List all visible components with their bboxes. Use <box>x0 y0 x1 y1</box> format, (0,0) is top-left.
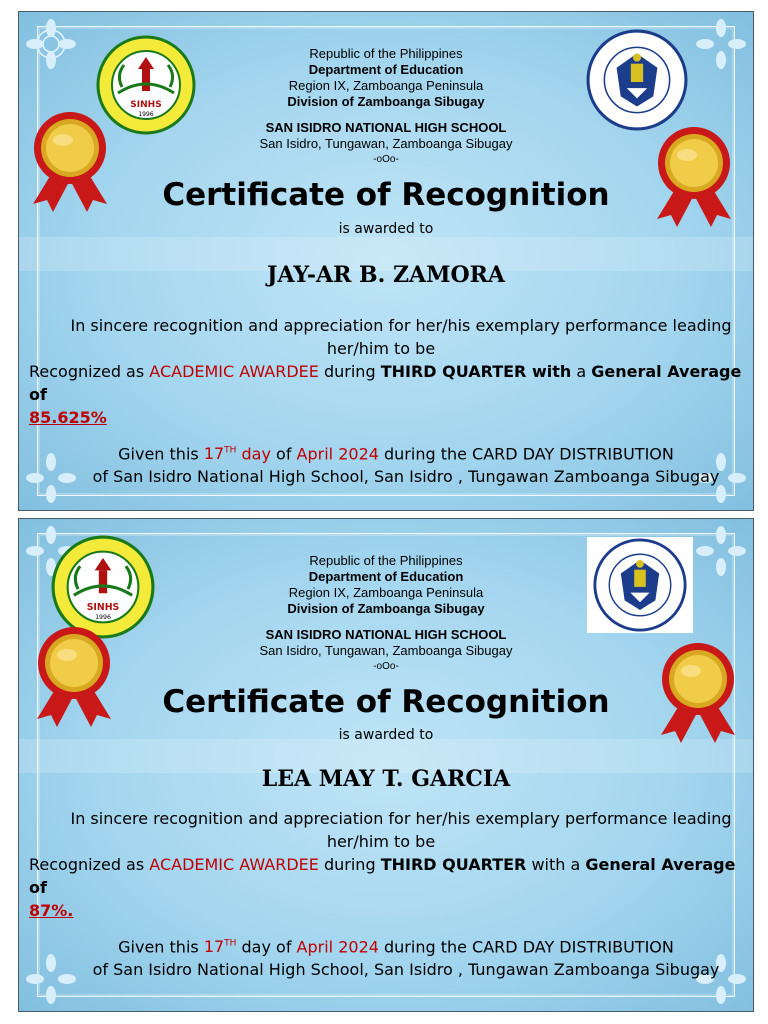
a-text: with a <box>526 855 586 874</box>
awarded-to-text: is awarded to <box>338 727 434 743</box>
general-average-label: General Average of <box>29 855 736 897</box>
svg-text:SINHS: SINHS <box>86 601 120 613</box>
separator: -oOo- <box>373 154 399 165</box>
recipient-name: LEA MAY T. GARCIA <box>261 766 511 792</box>
given-line-2: of San Isidro National High School, San Isidro , Tungawan Zamboanga Sibugay <box>92 960 720 980</box>
letterhead <box>19 46 753 168</box>
event-name: during the CARD DAY DISTRIBUTION <box>378 444 674 464</box>
department-line: Department of Education <box>308 569 464 584</box>
svg-text:1996: 1996 <box>95 614 111 622</box>
given-line-1 <box>19 440 754 465</box>
of-text: of <box>270 937 297 957</box>
given-this-text: Given this <box>118 937 204 957</box>
day-word: day <box>236 444 271 464</box>
separator: -oOo- <box>373 661 399 672</box>
certificate-1 <box>18 11 754 511</box>
award-name: ACADEMIC AWARDEE <box>149 362 319 381</box>
school-name: SAN ISIDRO NATIONAL HIGH SCHOOL <box>265 627 507 642</box>
quarter-text: THIRD QUARTER <box>380 855 527 874</box>
quarter-text: THIRD QUARTER with <box>380 362 572 381</box>
certificate-body <box>29 314 754 429</box>
during-text: during <box>318 362 381 381</box>
recognition-line-2: her/him to be <box>326 339 436 358</box>
awarded-to-text: is awarded to <box>338 221 434 237</box>
given-line-1 <box>19 933 754 958</box>
given-statement <box>19 933 754 981</box>
recognition-line-2: her/him to be <box>326 832 436 851</box>
division-line: Division of Zamboanga Sibugay <box>287 601 485 616</box>
day-word: day <box>236 937 271 957</box>
given-line-2: of San Isidro National High School, San Isidro , Tungawan Zamboanga Sibugay <box>92 467 720 487</box>
recognition-line-1: In sincere recognition and appreciation for her/his exemplary performance leading <box>70 316 732 335</box>
region-line: Region IX, Zamboanga Peninsula <box>288 585 484 600</box>
republic-line: Republic of the Philippines <box>309 46 463 61</box>
given-statement <box>19 440 754 488</box>
certificate-title: Certificate of Recognition <box>162 177 610 213</box>
certificate-title: Certificate of Recognition <box>162 684 610 720</box>
letterhead <box>19 553 753 675</box>
svg-text:1996: 1996 <box>138 111 154 118</box>
school-address: San Isidro, Tungawan, Zamboanga Sibugay <box>259 136 513 151</box>
award-statement <box>29 853 754 899</box>
certificate-2 <box>18 518 754 1012</box>
month-year: April 2024 <box>296 937 379 957</box>
division-line: Division of Zamboanga Sibugay <box>287 94 485 109</box>
school-address: San Isidro, Tungawan, Zamboanga Sibugay <box>259 643 513 658</box>
recognized-as-text: Recognized as <box>29 362 150 381</box>
average-value: 87%. <box>29 901 74 920</box>
region-line: Region IX, Zamboanga Peninsula <box>288 78 484 93</box>
general-average-label: General Average of <box>29 362 742 404</box>
recognized-as-text: Recognized as <box>29 855 150 874</box>
svg-text:SINHS: SINHS <box>130 100 162 110</box>
recognition-line-1: In sincere recognition and appreciation for her/his exemplary performance leading <box>70 809 732 828</box>
school-name: SAN ISIDRO NATIONAL HIGH SCHOOL <box>265 120 507 135</box>
day-number: 17TH <box>203 444 237 464</box>
during-text: during <box>318 855 381 874</box>
of-text: of <box>270 444 297 464</box>
average-value: 85.625% <box>29 408 107 427</box>
day-number: 17TH <box>203 937 237 957</box>
given-this-text: Given this <box>118 444 204 464</box>
department-line: Department of Education <box>308 62 464 77</box>
month-year: April 2024 <box>296 444 379 464</box>
republic-line: Republic of the Philippines <box>309 553 463 568</box>
award-statement <box>29 360 754 406</box>
event-name: during the CARD DAY DISTRIBUTION <box>378 937 674 957</box>
award-name: ACADEMIC AWARDEE <box>149 855 319 874</box>
a-text: a <box>571 362 592 381</box>
certificate-body <box>29 807 754 922</box>
recipient-name: JAY-AR B. ZAMORA <box>267 262 505 288</box>
